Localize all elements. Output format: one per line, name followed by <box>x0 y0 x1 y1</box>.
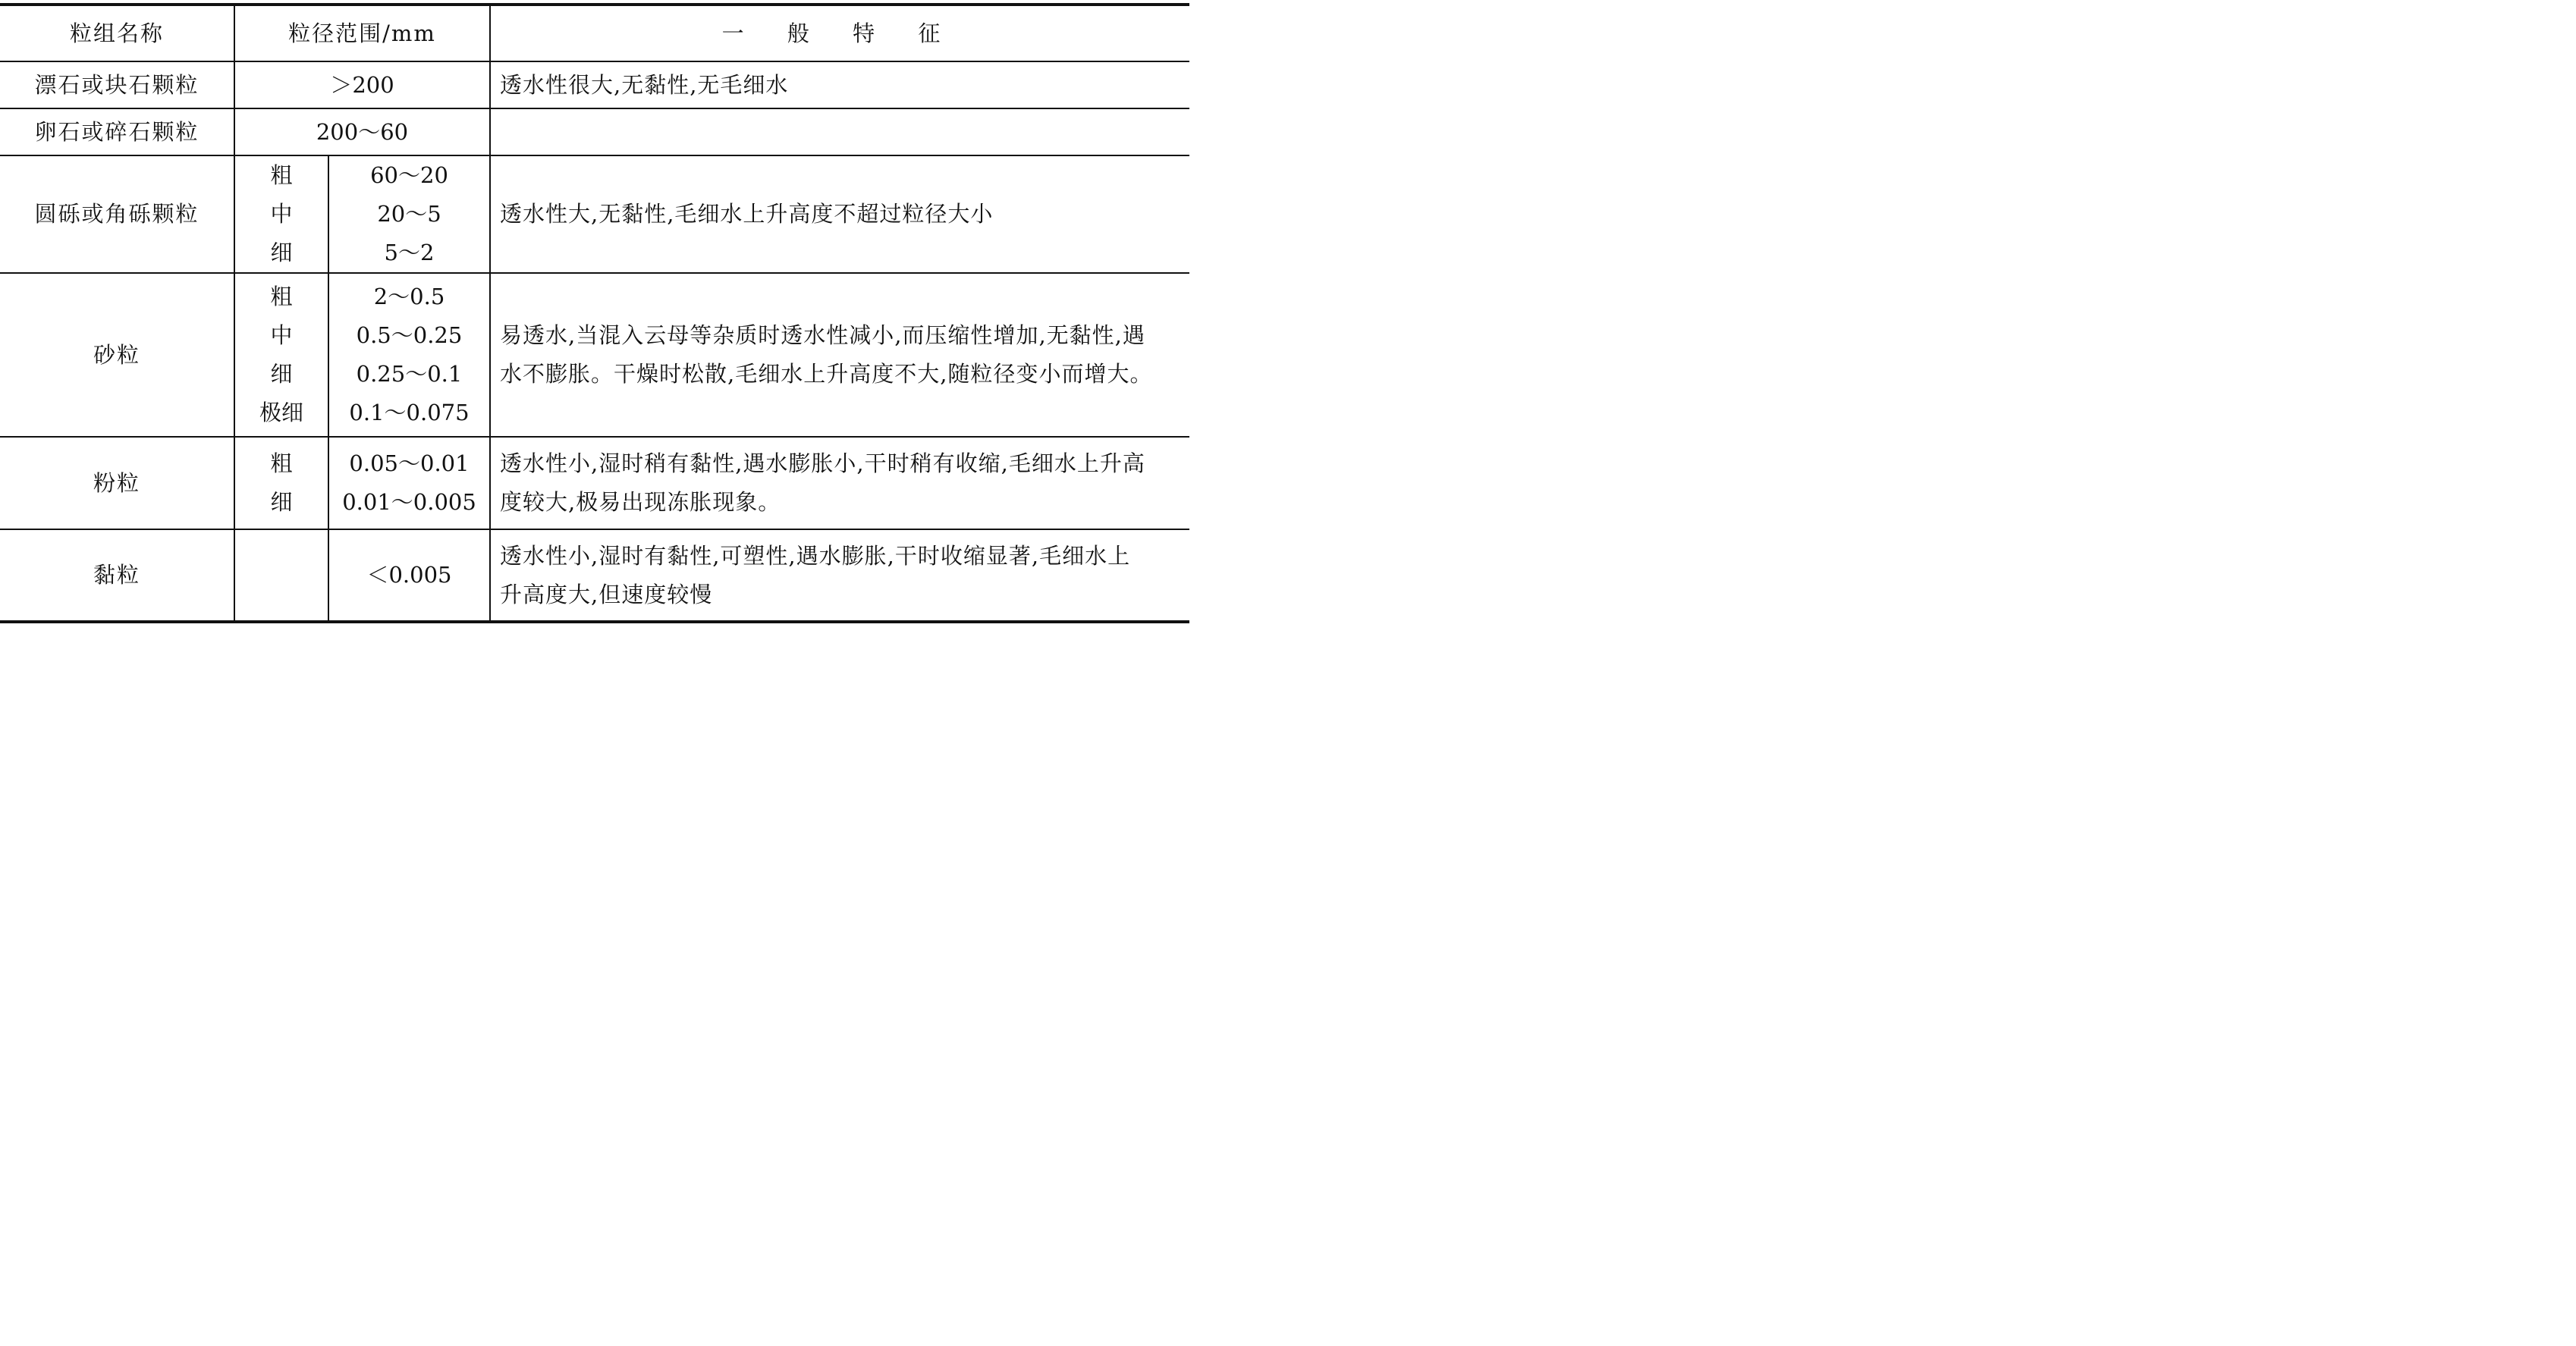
feature-line: 度较大,极易出现冻胀现象。 <box>500 489 781 515</box>
grade-cell <box>234 155 328 273</box>
feature-line: 透水性小,湿时稍有黏性,遇水膨胀小,干时稍有收缩,毛细水上升高 <box>500 450 1145 476</box>
grain-size-range <box>328 155 490 273</box>
range-value: 0.5～0.25 <box>356 322 463 348</box>
table-row <box>0 437 1189 529</box>
grain-group-name: 卵石或碎石颗粒 <box>0 108 234 155</box>
range-value: 2～0.5 <box>373 284 445 309</box>
grade-label: 粗 <box>270 450 293 476</box>
grain-size-range: 200～60 <box>234 108 490 155</box>
grade-label: 极细 <box>259 400 303 425</box>
table-row <box>0 529 1189 622</box>
header-grain-group-name: 粒组名称 <box>0 5 234 61</box>
grade-label: 粗 <box>270 284 293 309</box>
grade-label: 细 <box>270 361 293 387</box>
grade-cell <box>234 437 328 529</box>
grade-cell <box>234 273 328 437</box>
grain-group-name: 圆砾或角砾颗粒 <box>0 155 234 273</box>
general-features <box>490 61 1189 108</box>
feature-line: 透水性小,湿时有黏性,可塑性,遇水膨胀,干时收缩显著,毛细水上 <box>500 542 1131 569</box>
grain-size-table <box>0 3 1189 623</box>
range-value: 0.1～0.075 <box>349 400 470 425</box>
feature-line: 水不膨胀。干燥时松散,毛细水上升高度不大,随粒径变小而增大。 <box>500 361 1153 387</box>
table-row <box>0 273 1189 437</box>
range-value: 0.25～0.1 <box>356 361 463 387</box>
grade-label: 细 <box>270 240 293 265</box>
feature-line: 透水性大,无黏性,毛细水上升高度不超过粒径大小 <box>500 201 994 227</box>
header-general-features: 一 般 特 征 <box>490 5 1189 61</box>
document-page <box>0 0 1189 620</box>
general-features <box>490 529 1189 622</box>
grain-size-range <box>328 437 490 529</box>
general-features <box>490 155 1189 273</box>
grain-group-name: 粉粒 <box>0 437 234 529</box>
grade-label: 中 <box>270 201 293 227</box>
grain-group-name: 黏粒 <box>0 529 234 622</box>
range-value: 0.05～0.01 <box>349 450 470 476</box>
feature-line: 易透水,当混入云母等杂质时透水性减小,而压缩性增加,无黏性,遇 <box>500 322 1145 348</box>
header-grain-size-range: 粒径范围/mm <box>234 5 490 61</box>
table-header-row <box>0 5 1189 61</box>
range-value: 20～5 <box>377 201 441 227</box>
feature-line: 透水性很大,无黏性,无毛细水 <box>500 71 789 98</box>
general-features <box>490 437 1189 529</box>
table-row <box>0 108 1189 155</box>
range-value: 5～2 <box>384 240 435 265</box>
table-row <box>0 61 1189 108</box>
grain-group-name: 砂粒 <box>0 273 234 437</box>
table-row <box>0 155 1189 273</box>
general-features <box>490 273 1189 437</box>
general-features <box>490 108 1189 155</box>
grain-size-range: ＞200 <box>234 61 490 108</box>
grain-size-range <box>328 273 490 437</box>
range-value: 0.01～0.005 <box>342 489 476 515</box>
grain-size-range: ＜0.005 <box>328 529 490 622</box>
grade-label: 中 <box>270 322 293 348</box>
range-value: 60～20 <box>370 162 448 188</box>
grade-label: 粗 <box>270 162 293 188</box>
feature-line: 升高度大,但速度较慢 <box>500 581 713 607</box>
grade-label: 细 <box>270 489 293 515</box>
grain-group-name: 漂石或块石颗粒 <box>0 61 234 108</box>
grade-cell <box>234 529 328 622</box>
